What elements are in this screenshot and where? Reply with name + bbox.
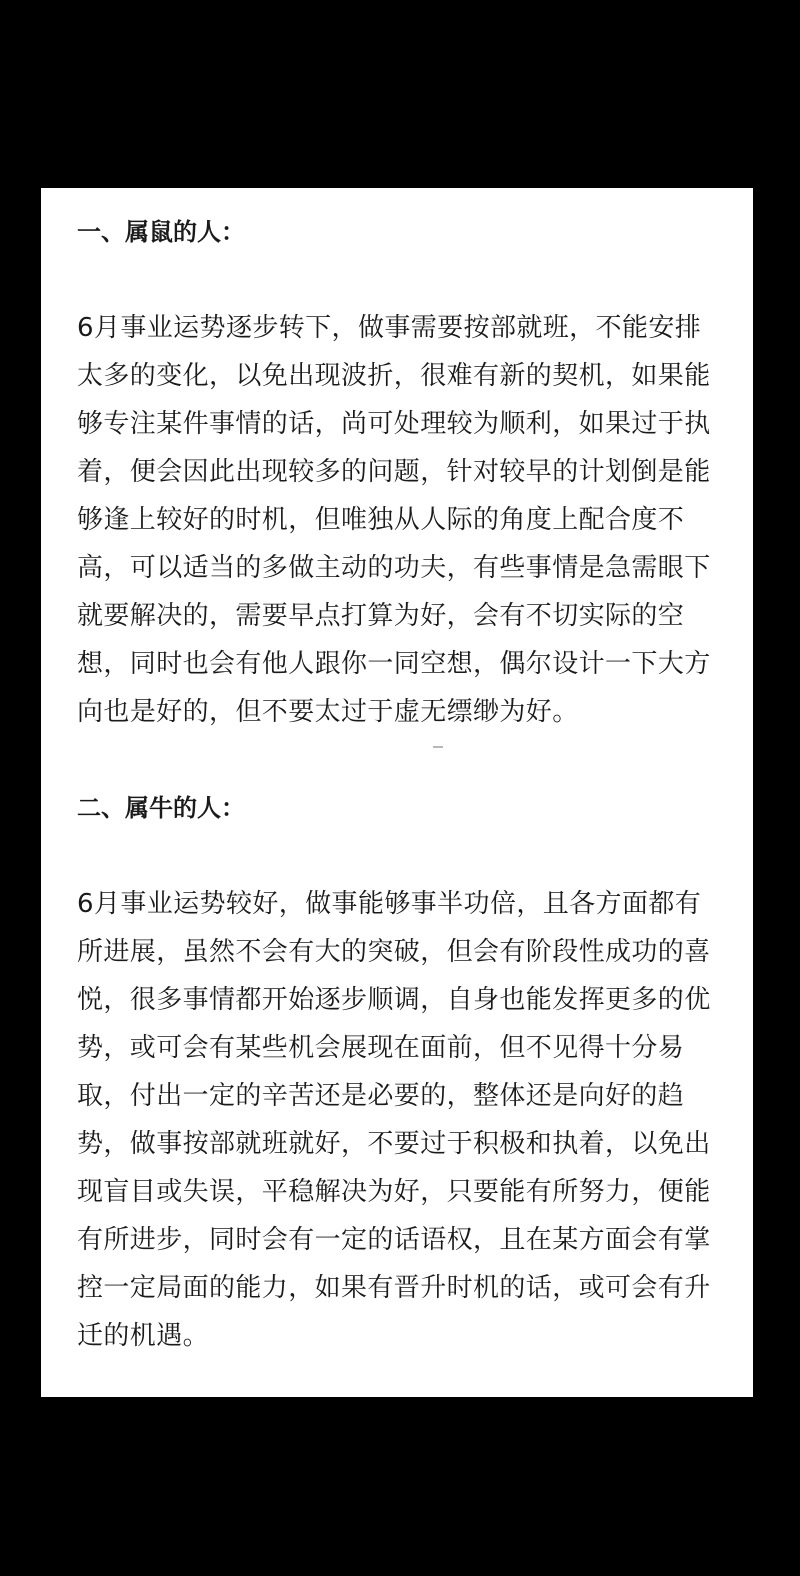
- article-card: [41, 188, 753, 1397]
- section-body-rat: 6月事业运势逐步转下，做事需要按部就班，不能安排太多的变化，以免出现波折，很难有新的契机，如果能够专注某件事情的话，尚可处理较为顺利，如果过于执着，便会因此出现较多的问题，针对较早的计划倒是能够逢上较好的时机，但唯独从人际的角度上配合度不高，可以适当的多做主动的功夫，有些事情是急需眼下就要解决的，需要早点打算为好，会有不切实际的空想，同时也会有他人跟你一同空想，偶尔设计一下大方向也是好的，但不要太过于虚无缥缈为好。: [77, 313, 711, 727]
- section-heading-rat: 一、属鼠的人：: [77, 218, 245, 246]
- section-heading-ox: 二、属牛的人：: [77, 794, 245, 822]
- section-body-ox: 6月事业运势较好，做事能够事半功倍，且各方面都有所进展，虽然不会有大的突破，但会有阶段性成功的喜悦，很多事情都开始逐步顺调，自身也能发挥更多的优势，或可会有某些机会展现在面前，但不见得十分易取，付出一定的辛苦还是必要的，整体还是向好的趋势，做事按部就班就好，不要过于积极和执着，以免出现盲目或失误，平稳解决为好，只要能有所努力，便能有所进步，同时会有一定的话语权，且在某方面会有掌控一定局面的能力，如果有晋升时机的话，或可会有升迁的机遇。: [77, 889, 711, 1351]
